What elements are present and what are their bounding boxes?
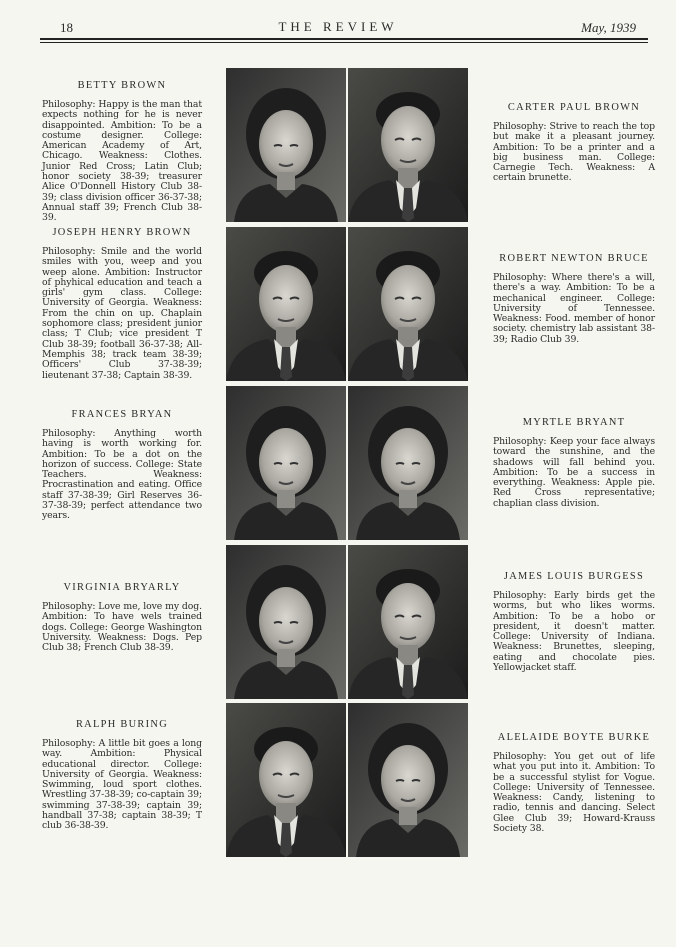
photo-james-louis-burgess [348, 545, 468, 699]
publication-title: THE REVIEW [278, 19, 398, 34]
entry-myrtle-bryant [493, 417, 655, 509]
student-bio: Philosophy: A little bit goes a long way. Ambition: Physical educational director. College: University of Georgia. Weakness: Swimming, loud sport clothes. Wrestling 37-38-39; co-captain 39; swimming 37-38-39; captain 39; handball 37-38; captain 38-39; T club 36-38-39. [42, 738, 202, 832]
student-name: JOSEPH HENRY BROWN [52, 227, 192, 238]
entry-carter-paul-brown [493, 102, 655, 184]
entry-betty-brown [42, 80, 202, 224]
student-name: VIRGINIA BRYARLY [63, 582, 181, 593]
entry-james-louis-burgess [493, 571, 655, 673]
entry-ralph-buring [42, 719, 202, 832]
student-bio: Philosophy: Anything worth having is worth working for. Ambition: To be a dot on the horizon of success. College: State Teachers. Weakness: Procrastination and eating. Office staff 37-38-39; Girl Reserves 36-37-38-39; perfect attendance two years. [42, 428, 202, 522]
photo-betty-brown [226, 68, 346, 222]
entry-alelaide-boyte-burke [493, 732, 655, 834]
issue-date: May, 1939 [581, 20, 636, 35]
student-name: FRANCES BRYAN [71, 409, 173, 420]
photo-virginia-bryarly [226, 545, 346, 699]
photo-alelaide-boyte-burke [348, 703, 468, 857]
entry-frances-bryan [42, 409, 202, 522]
student-bio: Philosophy: Love me, love my dog. Ambition: To have wels trained dogs. College: George Washington University. Weakness: Dogs. Pep Club 38; French Club 38-39. [42, 601, 202, 654]
student-name: JAMES LOUIS BURGESS [503, 571, 645, 582]
student-bio: Philosophy: Smile and the world smiles with you, weep and you weep alone. Ambition: Instructor of phyhical education and teach a girls' gym class. College: University of Georgia. Weakness: From the chin on up. Chaplain sophomore class; president junior class; T Club; vice president T Club 38-39; football 36-37-38; All-Memphis 38; track team 38-39; Officers' Club 37-38-39; lieutenant 37-38; Captain 38-39. [42, 246, 202, 381]
student-bio: Philosophy: Keep your face always toward the sunshine, and the shadows will fall behind you. Ambition: To be a success in everything. Weakness: Apple pie. Red Cross representative; chaplian class division. [493, 436, 655, 509]
student-name: ROBERT NEWTON BRUCE [499, 253, 649, 264]
student-bio: Philosophy: Happy is the man that expects nothing for he is never disappointed. Ambition: To be a costume designer. College: American Academy of Art, Chicago. Weakness: Clothes. Junior Red Cross; Latin Club; honor society 38-39; treasurer Alice O'Donnell History Club 38-39; class division officer 36-37-38; Annual staff 39; French Club 38-39. [42, 99, 202, 224]
photo-frances-bryan [226, 386, 346, 540]
photo-carter-paul-brown [348, 68, 468, 222]
entry-virginia-bryarly [42, 582, 202, 653]
student-name: BETTY BROWN [77, 80, 167, 91]
header-rule-thin [40, 42, 648, 43]
student-name: CARTER PAUL BROWN [507, 102, 641, 113]
photo-robert-newton-bruce [348, 227, 468, 381]
student-name: ALELAIDE BOYTE BURKE [497, 732, 651, 743]
photo-myrtle-bryant [348, 386, 468, 540]
student-bio: Philosophy: Where there's a will, there's a way. Ambition: To be a mechanical engineer. College: University of Tennessee. Weakness: Food. member of honor society. chemistry lab assistant 38-39; Radio Club 39. [493, 272, 655, 345]
header-rule-thick [40, 38, 648, 40]
entry-joseph-henry-brown [42, 227, 202, 381]
photo-ralph-buring [226, 703, 346, 857]
student-bio: Philosophy: You get out of life what you put into it. Ambition: To be a successful stylist for Vogue. College: University of Tennessee. Weakness: Candy, listening to radio, tennis and dancing. Select Glee Club 39; Howard-Krauss Society 38. [493, 751, 655, 835]
student-name: RALPH BURING [75, 719, 169, 730]
student-bio: Philosophy: Early birds get the worms, but who likes worms. Ambition: To be a hobo or president, it doesn't matter. College: University of Indiana. Weakness: Brunettes, sleeping, eating and chocolate pies. Yellowjacket staff. [493, 590, 655, 674]
student-name: MYRTLE BRYANT [522, 417, 626, 428]
photo-joseph-henry-brown [226, 227, 346, 381]
student-bio: Philosophy: Strive to reach the top but make it a pleasant journey. Ambition: To be a printer and a big business man. College: Carnegie Tech. Weakness: A certain brunette. [493, 121, 655, 184]
entry-robert-newton-bruce [493, 253, 655, 345]
page-number: 18 [60, 20, 73, 35]
